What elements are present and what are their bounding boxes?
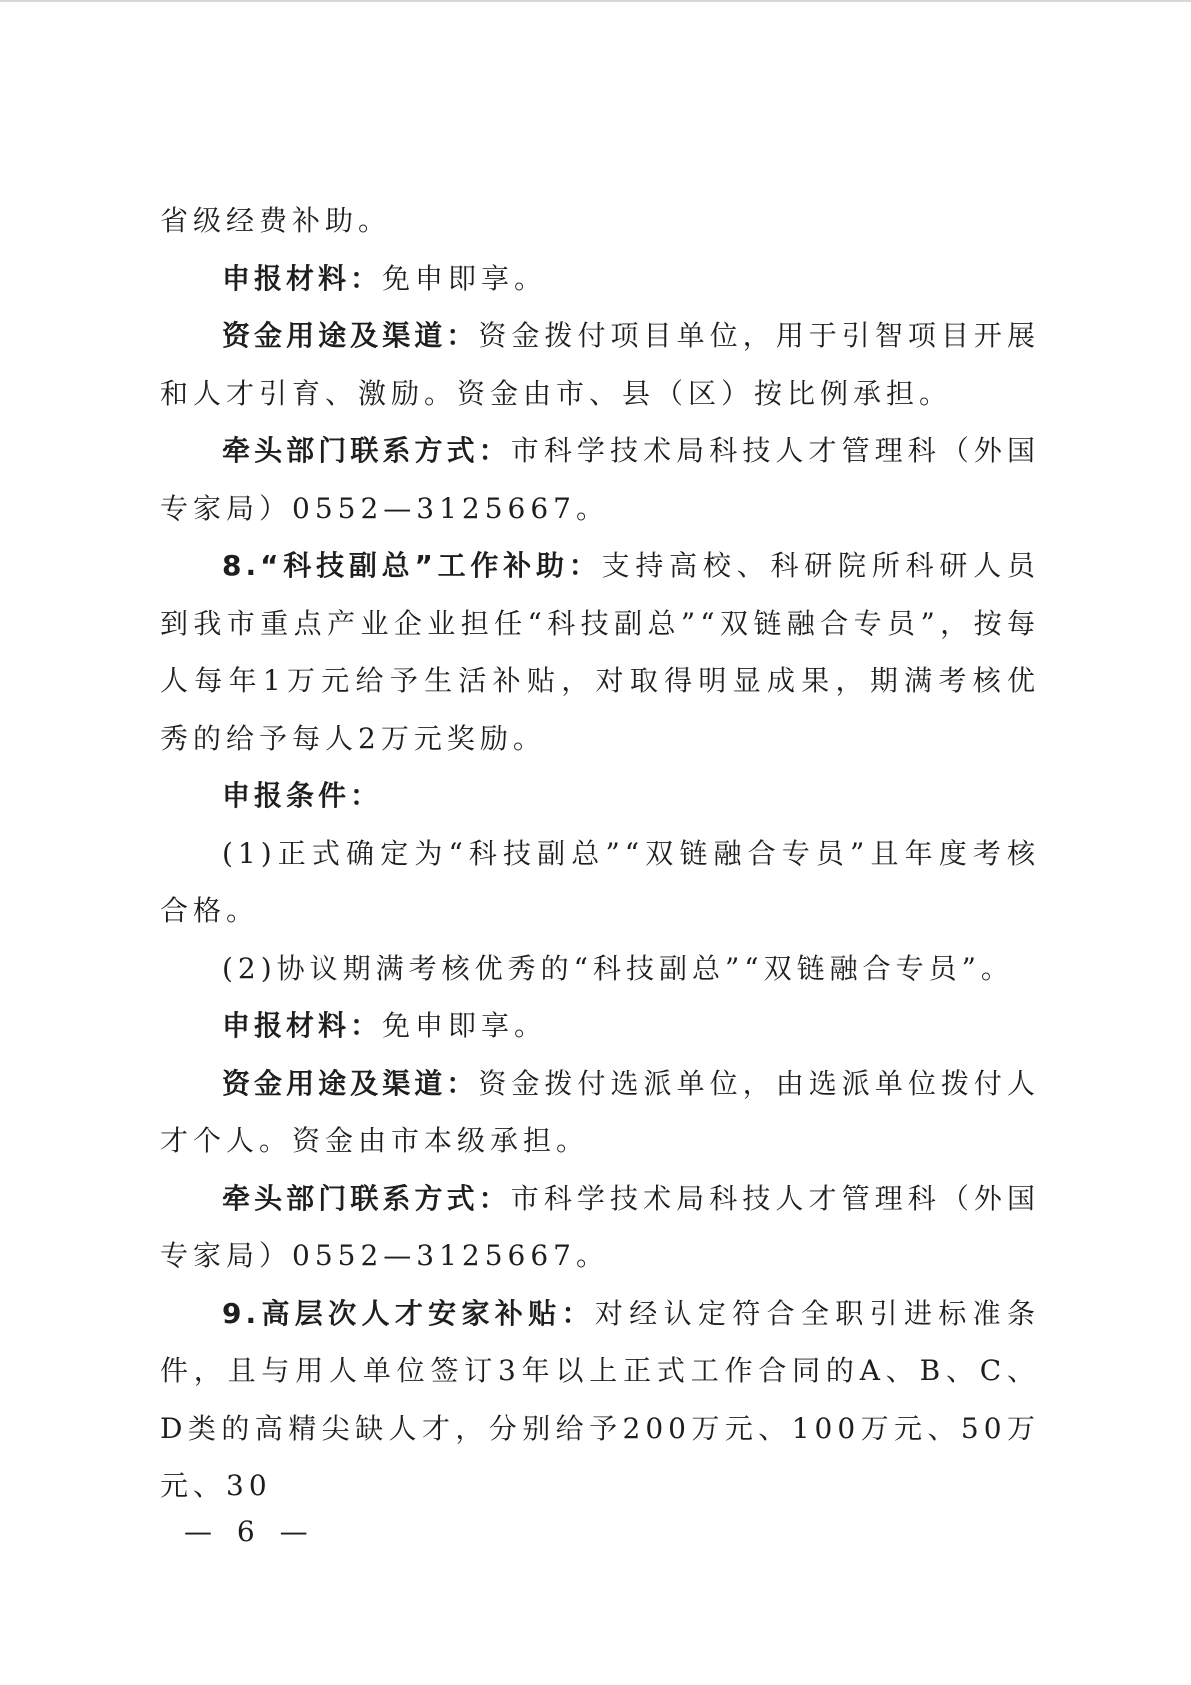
page-number: — 6 — [184,1515,316,1548]
paragraph-3-label: 资金用途及渠道： [222,319,479,352]
paragraph-11-text: 市科学技术局科技人才管理科（外国专家局）0552—3125667。 [160,1181,1040,1272]
paragraph-9-label: 申报材料： [222,1009,383,1042]
paragraph-8 [160,940,1040,998]
paragraph-7-text: (1)正式确定为“科技副总”“双链融合专员”且年度考核合格。 [160,836,1040,927]
paragraph-5-text: 支持高校、科研院所科研人员到我市重点产业企业担任“科技副总”“双链融合专员”，按每人每年1万元给予生活补贴，对取得明显成果，期满考核优秀的给予每人2万元奖励。 [160,549,1040,755]
paragraph-10-label: 资金用途及渠道： [222,1066,479,1100]
document-body [160,192,1040,1515]
paragraph-4 [160,422,1040,537]
paragraph-2-text: 免申即享。 [382,261,548,295]
paragraph-1 [160,192,1040,250]
paragraph-5 [160,537,1040,767]
paragraph-6 [160,767,1040,825]
paragraph-4-label: 牵头部门联系方式： [222,434,511,467]
paragraph-6-label: 申报条件： [222,779,383,812]
paragraph-10 [160,1055,1040,1170]
paragraph-11-label: 牵头部门联系方式： [222,1181,511,1215]
paragraph-10-text: 资金拨付选派单位，由选派单位拨付人才个人。资金由市本级承担。 [160,1066,1040,1157]
paragraph-7 [160,825,1040,940]
paragraph-12-label: 9.高层次人才安家补贴： [222,1296,595,1330]
paragraph-12-text: 对经认定符合全职引进标准条件，且与用人单位签订3年以上正式工作合同的A、B、C、D类的高精尖缺人才，分别给予200万元、100万元、50万元、30 [160,1296,1040,1502]
paragraph-1-text: 省级经费补助。 [160,204,392,237]
paragraph-2-label: 申报材料： [222,261,383,295]
paragraph-4-text: 市科学技术局科技人才管理科（外国专家局）0552—3125667。 [160,434,1040,525]
paragraph-9-text: 免申即享。 [382,1009,548,1042]
paragraph-9 [160,997,1040,1055]
paragraph-12 [160,1285,1040,1515]
paragraph-3-text: 资金拨付项目单位，用于引智项目开展和人才引育、激励。资金由市、县（区）按比例承担。 [160,319,1040,410]
paragraph-3 [160,307,1040,422]
paragraph-11 [160,1170,1040,1285]
paragraph-2 [160,250,1040,308]
paragraph-8-text: (2)协议期满考核优秀的“科技副总”“双链融合专员”。 [222,951,1014,985]
paragraph-5-label: 8.“科技副总”工作补助： [222,549,602,582]
top-border [0,0,1191,2]
